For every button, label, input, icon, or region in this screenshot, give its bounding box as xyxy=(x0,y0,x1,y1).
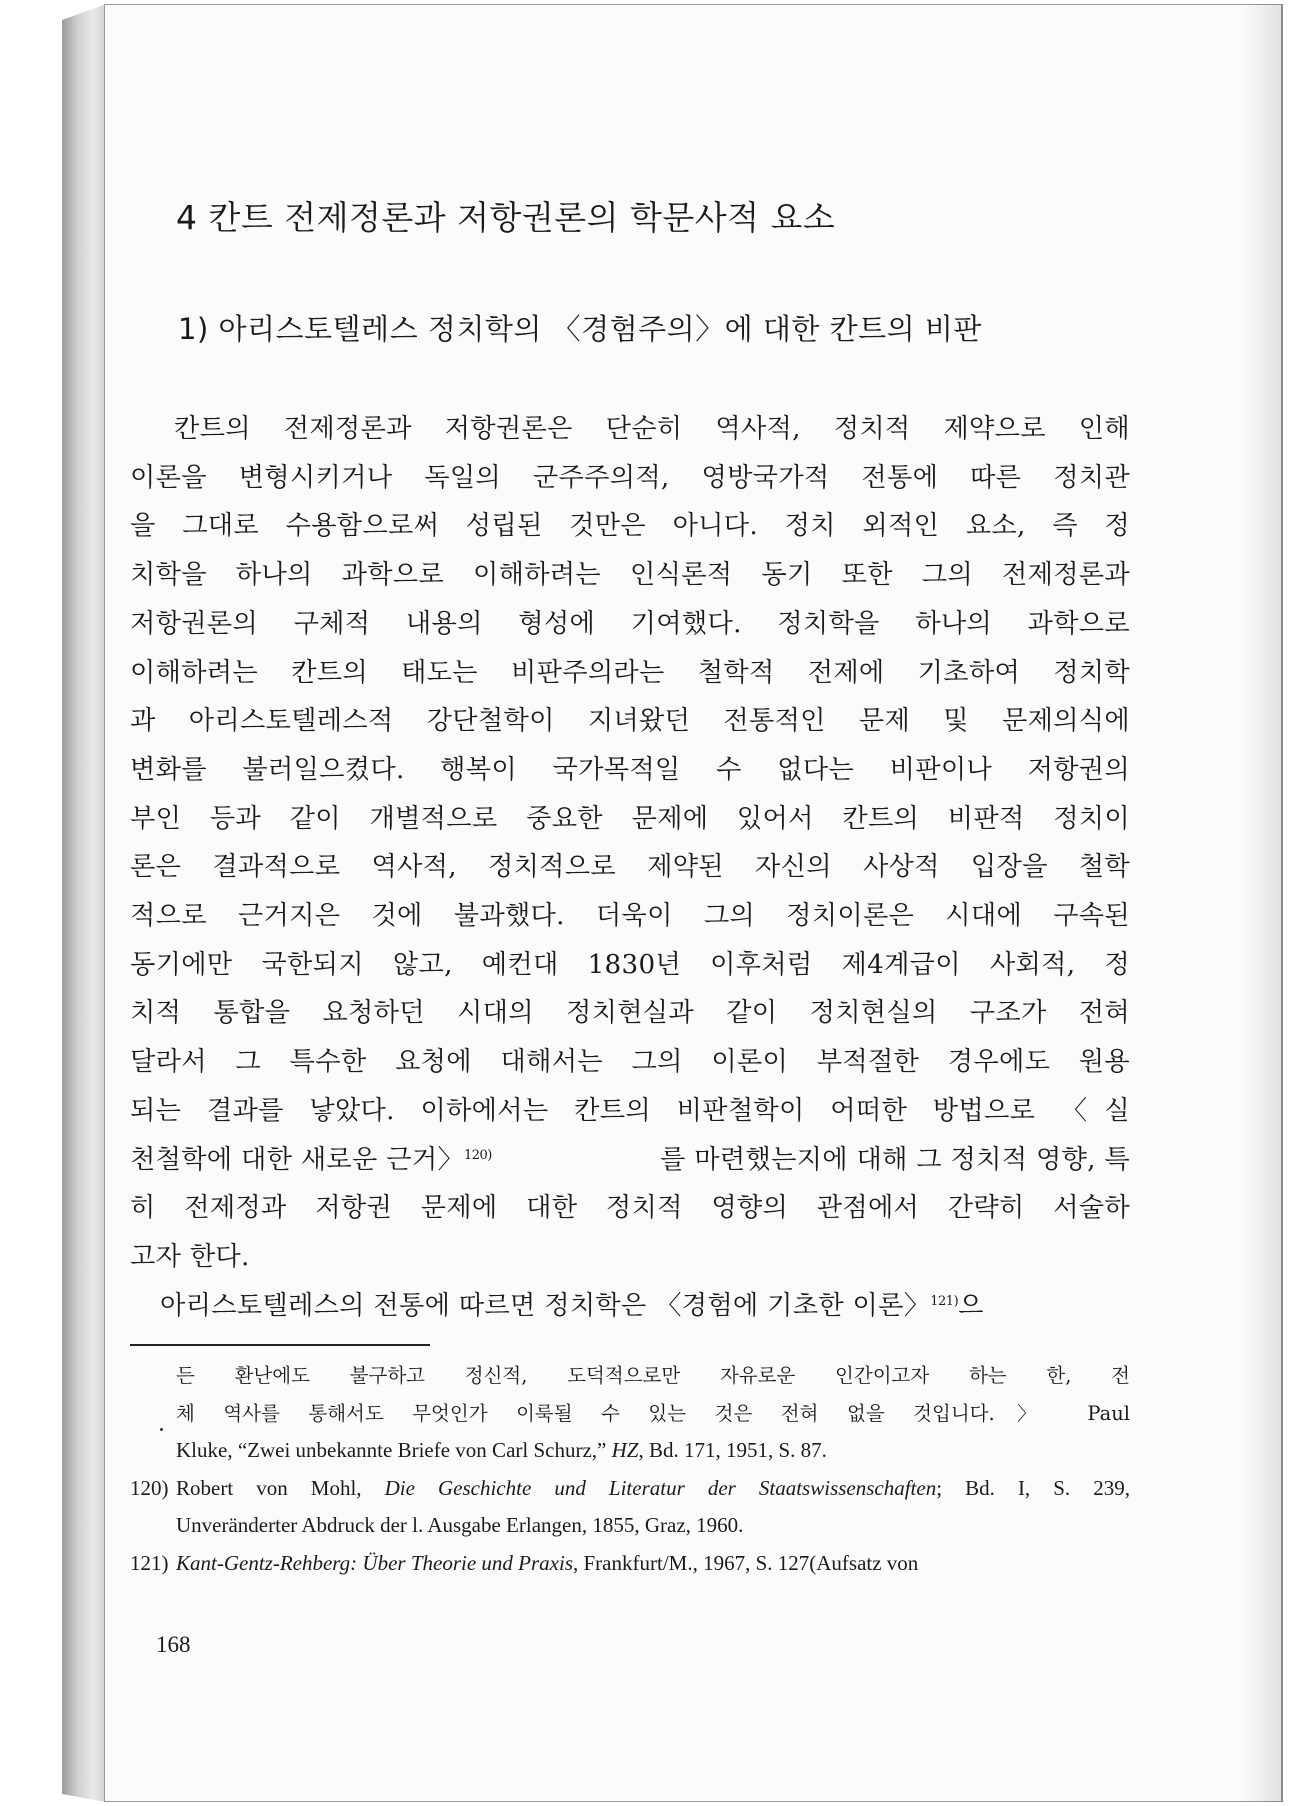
body-line: 과 아리스토텔레스적 강단철학이 지녀왔던 전통적인 문제 및 문제의식에 xyxy=(130,706,1130,737)
footnote-continuation-line: 체 역사를 통해서도 무엇인가 이룩될 수 있는 것은 전혀 없을 것입니다.〉 Paul xyxy=(176,1401,1130,1425)
footnote-divider xyxy=(130,1344,430,1346)
footnote-text: Kluke, “Zwei unbekannte Briefe von Carl Schurz,” xyxy=(176,1438,612,1462)
footnote-number: 121) xyxy=(130,1550,169,1575)
footnotes xyxy=(130,1357,1130,1582)
footnote-text: , Bd. 171, 1951, S. 87. xyxy=(638,1438,827,1462)
page-number: 168 xyxy=(156,1632,191,1657)
body-line-text: 아리스토텔레스의 전통에 따르면 정치학은 〈경험에 기초한 이론〉 xyxy=(160,1290,931,1321)
body-line: 저항권론의 구체적 내용의 형성에 기여했다. 정치학을 하나의 과학으로 xyxy=(130,608,1130,639)
footnote-120-line2: Unveränderter Abdruck der l. Ausgabe Erlangen, 1855, Graz, 1960. xyxy=(176,1513,744,1537)
footnote-120 xyxy=(130,1470,1130,1508)
footnote-continuation-line: 든 환난에도 불구하고 정신적, 도덕적으로만 자유로운 인간이고자 하는 한, 전 xyxy=(176,1364,1130,1387)
body-line: 변화를 불러일으켰다. 행복이 국가목적일 수 없다는 비판이나 저항권의 xyxy=(130,754,1130,785)
section-title: 4 칸트 전제정론과 저항권론의 학문사적 요소 xyxy=(176,198,836,237)
body-line xyxy=(130,1282,1130,1331)
body-line: 고자 한다. xyxy=(130,1241,250,1272)
book-spine-edge xyxy=(62,4,106,1802)
footnote-text: , Frankfurt/M., 1967, S. 127(Aufsatz von xyxy=(573,1550,919,1575)
body-line: 이론을 변형시키거나 독일의 군주주의적, 영방국가적 전통에 따른 정치관 xyxy=(130,462,1130,493)
body-line: 히 전제정과 저항권 문제에 대한 정치적 영향의 관점에서 간략히 서술하 xyxy=(130,1193,1130,1224)
page-edge-shadow xyxy=(1242,4,1282,1802)
body-line xyxy=(130,1136,1130,1185)
body-line: 론은 결과적으로 역사적, 정치적으로 제약된 자신의 사상적 입장을 철학 xyxy=(130,852,1130,883)
body-line: 부인 등과 같이 개별적으로 중요한 문제에 있어서 칸트의 비판적 정치이 xyxy=(130,803,1130,834)
footnote-text xyxy=(176,1545,1130,1583)
footnote-continuation-line xyxy=(130,1432,1130,1470)
footnote-text: ; Bd. I, S. 239, xyxy=(936,1475,1130,1500)
footnote-book-title: Die Geschichte und Literatur der Staatswissenschaften xyxy=(384,1475,937,1500)
body-line: 적으로 근거지은 것에 불과했다. 더욱이 그의 정치이론은 시대에 구속된 xyxy=(130,901,1130,932)
subsection-title: 1) 아리스토텔레스 정치학의 〈경험주의〉에 대한 칸트의 비판 xyxy=(178,312,982,346)
footnote-journal-title: HZ xyxy=(611,1438,639,1462)
body-line-part xyxy=(130,1136,492,1185)
body-line: 칸트의 전제정론과 저항권론은 단순히 역사적, 정치적 제약으로 인해 xyxy=(174,414,1130,444)
body-line: 치학을 하나의 과학으로 이해하려는 인식론적 동기 또한 그의 전제정론과 xyxy=(130,560,1130,591)
body-line: 되는 결과를 낳았다. 이하에서는 칸트의 비판철학이 어떠한 방법으로 〈실 xyxy=(130,1095,1130,1126)
body-line: 동기에만 국한되지 않고, 예컨대 1830년 이후처럼 제4계급이 사회적, 정 xyxy=(130,949,1130,980)
footnote-book-title: Kant-Gentz-Rehberg: Über Theorie und Praxis xyxy=(176,1550,573,1575)
body-line-part xyxy=(160,1282,984,1331)
footnote-text xyxy=(176,1470,1130,1508)
footnote-text: Robert von Mohl, xyxy=(176,1475,385,1500)
body-line: 치적 통합을 요청하던 시대의 정치현실과 같이 정치현실의 구조가 전혀 xyxy=(130,998,1130,1029)
body-line-text: 으 xyxy=(958,1290,984,1321)
body-line: 을 그대로 수용함으로써 성립된 것만은 아니다. 정치 외적인 요소, 즉 정 xyxy=(130,511,1130,542)
body-text xyxy=(130,405,1130,1330)
footnote-number: 120) xyxy=(130,1475,169,1500)
body-line: 달라서 그 특수한 요청에 대해서는 그의 이론이 부적절한 경우에도 원용 xyxy=(130,1047,1130,1078)
body-line-text: 천철학에 대한 새로운 근거〉 xyxy=(130,1144,464,1175)
footnote-ref-120[interactable]: 120) xyxy=(463,1147,492,1163)
footnote-ref-121[interactable]: 121) xyxy=(930,1293,959,1309)
footnote-121 xyxy=(130,1545,1130,1583)
body-line: 이해하려는 칸트의 태도는 비판주의라는 철학적 전제에 기초하여 정치학 xyxy=(130,657,1130,688)
body-line-text: 를 마련했는지에 대해 그 정치적 영향, 특 xyxy=(660,1144,1130,1175)
